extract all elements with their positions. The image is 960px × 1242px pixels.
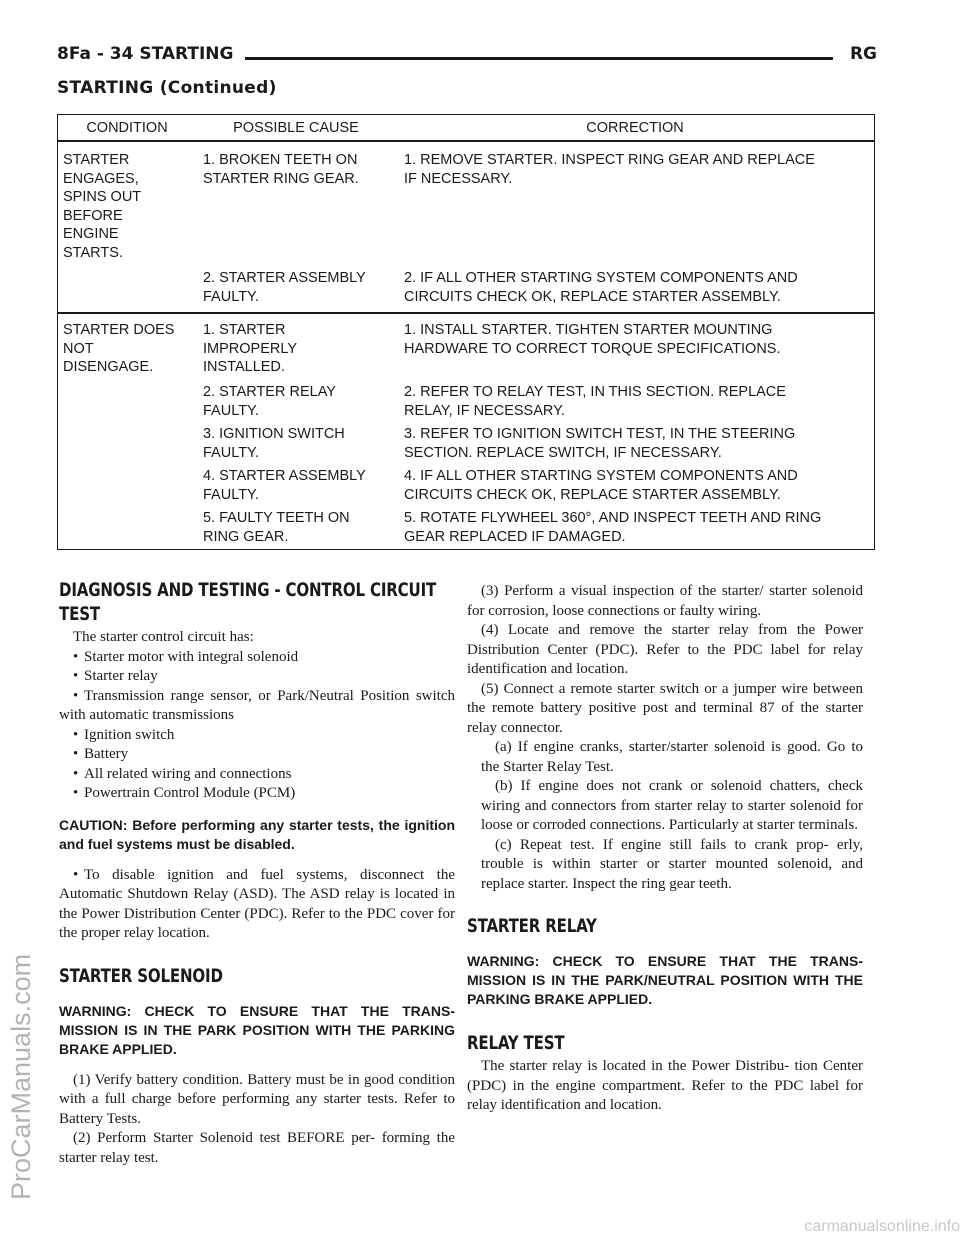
solenoid-warning: WARNING: CHECK TO ENSURE THAT THE TRANS- MISSION IS IN THE PARK POSITION WITH THE PARKING BRAKE APPLIED.: [59, 1002, 455, 1057]
right-column: [467, 582, 863, 1116]
starter-solenoid-heading: STARTER SOLENOID: [59, 964, 223, 987]
table-cell-condition: STARTER DOES NOT DISENGAGE.: [63, 322, 175, 375]
table-cell-correction: 2. REFER TO RELAY TEST, IN THIS SECTION. REPLACE RELAY, IF NECESSARY.: [404, 384, 786, 419]
step-1: (1) Verify battery condition. Battery must be in good condition with a full charge before performing any starter tests. Refer to Battery Tests.: [59, 1071, 455, 1127]
disable-instruction: • To disable ignition and fuel systems, disconnect the Automatic Shutdown Relay (ASD). The ASD relay is located in the Power Distribution Center (PDC). Refer to the PDC cover for the proper relay location.: [59, 866, 455, 941]
starter-relay-heading: STARTER RELAY: [467, 915, 597, 937]
table-cell-cause: 2. STARTER RELAY FAULTY.: [203, 384, 336, 419]
footer-watermark: carmanualsonline.info: [804, 1218, 960, 1235]
list-item: • All related wiring and connections: [73, 765, 292, 782]
sub-step-c: (c) Repeat test. If engine still fails to crank prop- erly, trouble is within starter or starter mounted solenoid, and replace starter. Inspect the ring gear teeth.: [481, 836, 863, 892]
table-cell-cause: 2. STARTER ASSEMBLY FAULTY.: [203, 270, 366, 305]
step-3: (3) Perform a visual inspection of the starter/ starter solenoid for corrosion, loose connections or faulty wiring.: [467, 583, 863, 619]
caution-note: CAUTION: Before performing any starter tests, the ignition and fuel systems must be disabled.: [59, 816, 455, 852]
left-column: [59, 578, 455, 1168]
control-circuit-heading: DIAGNOSIS AND TESTING - CONTROL CIRCUIT TEST: [59, 579, 437, 625]
table-cell-correction: 3. REFER TO IGNITION SWITCH TEST, IN THE STEERING SECTION. REPLACE SWITCH, IF NECESSARY.: [404, 426, 796, 461]
table-cell-cause: 4. STARTER ASSEMBLY FAULTY.: [203, 468, 366, 503]
table-header-cause: POSSIBLE CAUSE: [233, 120, 359, 136]
relay-test-text: The starter relay is located in the Power Distribu- tion Center (PDC) in the engine compartment. Refer to the PDC label for relay identification and location.: [467, 1058, 863, 1113]
header-rule: [245, 57, 833, 60]
intro-text: The starter control circuit has:: [73, 629, 254, 645]
table-cell-correction: 2. IF ALL OTHER STARTING SYSTEM COMPONENTS AND CIRCUITS CHECK OK, REPLACE STARTER ASSEMBLY.: [404, 270, 798, 305]
table-cell-cause: 1. STARTER IMPROPERLY INSTALLED.: [203, 322, 298, 375]
sub-step-b: (b) If engine does not crank or solenoid chatters, check wiring and connectors from starter relay to starter solenoid for loose or corroded connections. Particularly at starter terminals.: [481, 778, 863, 833]
list-item: • Starter motor with integral solenoid: [73, 648, 299, 665]
table-header-rule: [58, 140, 874, 142]
table-cell-cause: 5. FAULTY TEETH ON RING GEAR.: [203, 510, 350, 545]
table-cell-cause: 1. BROKEN TEETH ON STARTER RING GEAR.: [203, 152, 359, 187]
list-item: • Starter relay: [73, 668, 158, 684]
diagnosis-table: [57, 114, 875, 550]
table-header-correction: CORRECTION: [586, 120, 684, 136]
list-item: • Powertrain Control Module (PCM): [73, 785, 296, 801]
page-number-section: 8Fa - 34 STARTING: [57, 44, 234, 64]
sub-step-a: (a) If engine cranks, starter/starter solenoid is good. Go to the Starter Relay Test.: [481, 739, 863, 775]
list-item: • Transmission range sensor, or Park/Neutral Position switch with automatic transmissions: [59, 687, 455, 723]
table-cell-cause: 3. IGNITION SWITCH FAULTY.: [203, 426, 345, 461]
step-5: (5) Connect a remote starter switch or a jumper wire between the remote battery positive post and terminal 87 of the starter relay connector.: [467, 680, 863, 736]
table-cell-correction: 1. REMOVE STARTER. INSPECT RING GEAR AND REPLACE IF NECESSARY.: [404, 152, 815, 187]
table-cell-correction: 5. ROTATE FLYWHEEL 360°, AND INSPECT TEETH AND RING GEAR REPLACED IF DAMAGED.: [404, 510, 822, 545]
table-cell-correction: 1. INSTALL STARTER. TIGHTEN STARTER MOUNTING HARDWARE TO CORRECT TORQUE SPECIFICATIONS.: [404, 322, 781, 357]
table-cell-correction: 4. IF ALL OTHER STARTING SYSTEM COMPONENTS AND CIRCUITS CHECK OK, REPLACE STARTER ASSEMBLY.: [404, 468, 798, 503]
list-item: • Battery: [73, 746, 129, 762]
page-header: [57, 44, 877, 74]
table-row-rule: [58, 312, 874, 314]
step-4: (4) Locate and remove the starter relay from the Power Distribution Center (PDC). Refer to the PDC label for relay identification and location.: [467, 622, 863, 677]
step-2: (2) Perform Starter Solenoid test BEFORE per- forming the starter relay test.: [59, 1130, 455, 1166]
relay-warning: WARNING: CHECK TO ENSURE THAT THE TRANS- MISSION IS IN THE PARK/NEUTRAL POSITION WITH THE PARKING BRAKE APPLIED.: [467, 953, 863, 1007]
list-item: • Ignition switch: [73, 726, 175, 743]
model-code: RG: [849, 44, 877, 64]
table-header-condition: CONDITION: [86, 120, 168, 136]
relay-test-heading: RELAY TEST: [467, 1032, 565, 1054]
continued-title: STARTING (Continued): [57, 78, 277, 98]
table-cell-condition: STARTER ENGAGES, SPINS OUT BEFORE ENGINE STARTS.: [63, 152, 142, 261]
